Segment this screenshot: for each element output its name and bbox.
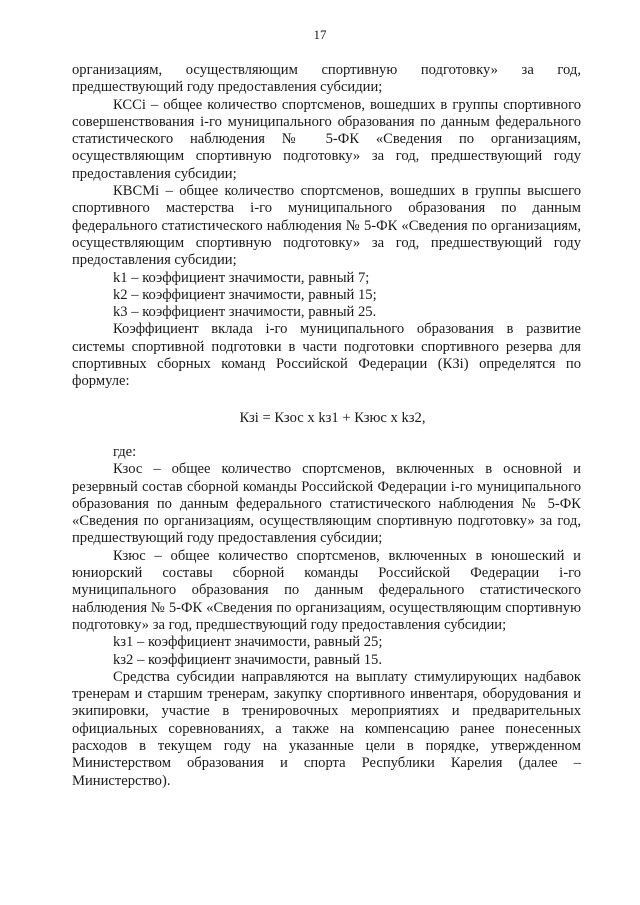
- paragraph: Кзюс – общее количество спортсменов, включенных в юношеский и юниорский составы сборной команды Российской Федерации i-го муниципального образования по данным федерального статистического наблюдения № 5-ФК «Сведения по организациям, осуществляющим спортивную подготовку» за год, предшествующий году предоставления субсидии;: [72, 547, 581, 633]
- paragraph: Кзос – общее количество спортсменов, включенных в основной и резервный состав сборной команды Российской Федерации i-го муниципального образования по данным федерального статистического наблюдения № 5-ФК «Сведения по организациям, осуществляющим спортивную подготовку» за год, предшествующий году предоставления субсидии;: [72, 461, 581, 547]
- formula: Кзi = Кзос x kз1 + Кзюс x kз2,: [239, 409, 426, 426]
- paragraph: Коэффициент вклада i-го муниципального образования в развитие системы спортивной подготовки в части подготовки спортивного резерва для спортивных сборных команд Российской Федерации (КЗi) определятся по формуле:: [72, 321, 581, 390]
- paragraph: где:: [113, 443, 137, 460]
- paragraph: организациям, осуществляющим спортивную подготовку» за год, предшествующий году предоставления субсидии;: [72, 62, 581, 96]
- paragraph: КССi – общее количество спортсменов, вошедших в группы спортивного совершенствования i-го муниципального образования по данным федерального статистического наблюдения № 5-ФК «Сведения по организациям, осуществляющим спортивную подготовку» за год, предшествующий году предоставления субсидии;: [72, 96, 581, 182]
- paragraph: КВСМi – общее количество спортсменов, вошедших в группы высшего спортивного мастерства i-го муниципального образования по данным федерального статистического наблюдения № 5-ФК «Сведения по организациям, осуществляющим спортивную подготовку» за год, предшествующий году предоставления субсидии;: [72, 183, 581, 269]
- paragraph: kз1 – коэффициент значимости, равный 25;: [113, 634, 383, 651]
- document-body: [72, 62, 581, 790]
- page-number: 17: [313, 27, 327, 42]
- paragraph: k2 – коэффициент значимости, равный 15;: [113, 286, 377, 303]
- paragraph: k3 – коэффициент значимости, равный 25.: [113, 304, 377, 321]
- paragraph: k1 – коэффициент значимости, равный 7;: [113, 269, 370, 286]
- paragraph: kз2 – коэффициент значимости, равный 15.: [113, 651, 382, 668]
- paragraph: Средства субсидии направляются на выплату стимулирующих надбавок тренерам и старшим тренерам, закупку спортивного инвентаря, оборудования и экипировки, участие в тренировочных мероприятиях и предварительных официальных соревнованиях, а также на компенсацию ранее понесенных расходов в текущем году на указанные цели в порядке, утвержденном Министерством образования и спорта Республики Карелия (далее – Министерство).: [72, 668, 581, 789]
